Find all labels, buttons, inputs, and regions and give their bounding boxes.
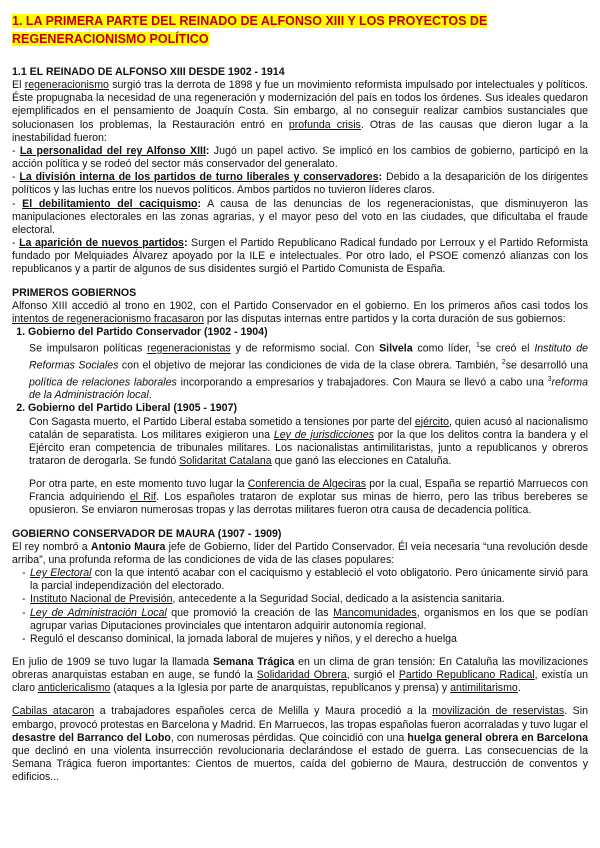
section-heading-reinado: 1.1 EL REINADO DE ALFONSO XIII DESDE 1902 - 1914 xyxy=(12,66,285,78)
governments-list-2 xyxy=(12,402,588,415)
paragraph-gobierno-liberal: Con Sagasta muerto, el Partido Liberal estaba sometido a tensiones por parte del ejército, quien acusó al nacionalismo catalán de separatista. Los militares exigieron una Ley de jurisdicciones por la que los delitos contra la bandera y el Ejército eran competencia de tribunales militares. Los nacionalistas antimilitaristas, junto a republicanos y obreros trataron de derogarla. Se fundó Solidaritat Catalana que ganó las elecciones en Cataluña. xyxy=(29,415,588,467)
section-heading-primeros-gobiernos: PRIMEROS GOBIERNOS xyxy=(12,286,137,299)
title-line-2: REGENERACIONISMO POLÍTICO xyxy=(12,32,209,46)
cause-item: - La personalidad del rey Alfonso XIII: Jugó un papel activo. Se implicó en los cambios de gobierno, participó en la acción política y se rodeó del sector más conservador del generalato. xyxy=(12,144,588,171)
reform-item: - Ley Electoral con la que intentó acabar con el caciquismo y estableció el voto obligatorio. Pero únicamente sirvió para la parcial independización del electorado. xyxy=(22,567,588,593)
government-heading-liberal: 2. Gobierno del Partido Liberal (1905 - 1907) xyxy=(28,402,588,415)
government-heading-conservador: 1. Gobierno del Partido Conservador (1902 - 1904) xyxy=(28,326,588,339)
reform-item: - Ley de Administración Local que promovió la creación de las Mancomunidades, organismos en los que se podían agrupar varias Diputaciones provinciales que intentaron adquirir autonomía regional. xyxy=(22,607,588,633)
cause-item: - La aparición de nuevos partidos: Surgen el Partido Republicano Radical fundado por Lerroux y el Partido Reformista fundado por Melquiades Álvarez apoyado por la ILE e intelectuales. Por otro lado, el PSOE comenzó alianzas con los republicanos y a partir de algunos de sus disidentes surgió el Partido Comunista de España. xyxy=(12,237,588,276)
paragraph-primeros-gobiernos: Alfonso XIII accedió al trono en 1902, con el Partido Conservador en el gobierno. En los primeros años casi todos los intentos de regeneracionismo fracasaron por las disputas internas entre partidos y la corta duración de sus gobiernos: xyxy=(12,299,588,325)
paragraph-semana-tragica: En julio de 1909 se tuvo lugar la llamada Semana Trágica en un clima de gran tensión: En Cataluña las movilizaciones obreras anarquistas estaban en auge, se fundó la Solidaridad Obrera, surgió el Partido Republicano Radical, existía un claro anticlericalismo (ataques a la Iglesia por parte de anarquistas, republicanos y prensa) y antimilitarismo. xyxy=(12,656,589,695)
paragraph-regeneracionismo: El regeneracionismo surgió tras la derrota de 1898 y fue un movimiento reformista impulsado por intelectuales y políticos. Éste propugnaba la necesidad de una regeneración y modernización del país en todos los órdenes. Sus ideales quedaron ejemplificados en el pensamiento de Joaquín Costa. Sin embargo, al no conseguir realizar cambios sustanciales que solucionasen los problemas, la Restauración entró en profunda crisis. Otras de las causas que dieron lugar a la inestabilidad fueron: xyxy=(12,79,588,144)
reforms-list xyxy=(12,567,588,646)
cause-item: - El debilitamiento del caciquismo: A causa de las denuncias de los regeneracionistas, que disminuyeron las manipulaciones electorales en las zonas agrarias, y el mayor peso del voto en las ciudades, que dificultaba el fraude electoral. xyxy=(12,197,588,236)
document-page xyxy=(12,12,588,784)
governments-list xyxy=(12,326,588,339)
reform-item: - Instituto Nacional de Previsión, antecedente a la Seguridad Social, dedicado a la asistencia sanitaria. xyxy=(22,593,588,606)
document-title xyxy=(12,12,588,48)
paragraph-gobierno-conservador: Se impulsaron políticas regeneracionistas y de reformismo social. Con Silvela como líder, $^1$se creó el Instituto de Reformas Sociales con el objetivo de mejorar las condiciones de vida de la clase obrera. También, $^2$se desarrolló una política de relaciones laborales incorporando a empresarios y trabajadores. Con Maura se llevó a cabo una $^3$reforma de la Administración local. xyxy=(29,342,589,402)
cause-item: - La división interna de los partidos de turno liberales y conservadores: Debido a la desaparición de los dirigentes políticos y las luchas entre los nuevos políticos. Ambos partidos no tuvieron líderes claros. xyxy=(12,171,588,197)
section-heading-maura: GOBIERNO CONSERVADOR DE MAURA (1907 - 1909) xyxy=(12,527,282,540)
paragraph-cabilas: Cabilas atacaron a trabajadores españoles cerca de Melilla y Maura procedió a la movilización de reservistas. Sin embargo, provocó protestas en Barcelona y Madrid. En Marruecos, las tropas españolas fueron acorraladas y tuvo lugar el desastre del Barranco del Lobo, con numerosas pérdidas. Que coincidió con una huelga general obrera en Barcelona que declinó en una violenta insurrección revolucionaria declarándose el estado de guerra. Las consecuencias de la Semana Trágica fueron importantes: Cientos de muertos, caída del gobierno de Maura, destrucción de conventos y edificios... xyxy=(12,705,588,784)
paragraph-algeciras: Por otra parte, en este momento tuvo lugar la Conferencia de Algeciras por la cual, España se repartió Marruecos con Francia adquiriendo el Rif. Los españoles trataron de explotar sus minas de hierro, pero las tribus bereberes se opusieron. Se enviaron numerosas tropas y las derrotas militares fueron otra causa de decadencia política. xyxy=(29,478,588,517)
title-line-1: 1. LA PRIMERA PARTE DEL REINADO DE ALFONSO XIII Y LOS PROYECTOS DE xyxy=(12,14,488,28)
reform-item: - Reguló el descanso dominical, la jornada laboral de mujeres y niños, y el derecho a huelga xyxy=(22,633,588,646)
paragraph-maura-intro: El rey nombró a Antonio Maura jefe de Gobierno, líder del Partido Conservador. Él veía necesaria “una revolución desde arriba”, una profunda reforma de las condiciones de vida de las clases populares: xyxy=(12,540,588,566)
